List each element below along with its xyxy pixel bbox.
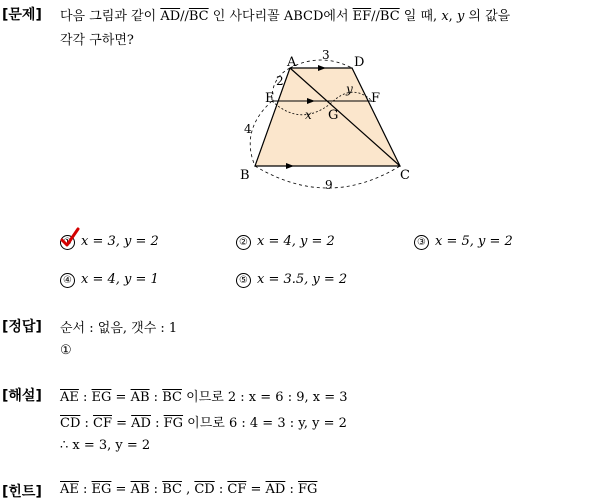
hint-label: [힌트] <box>2 484 42 500</box>
explanation-line-2: $\overline{CD}$ : $\overline{CF} = \overline{AD}$ : $\overline{FG}$ 이므로 6 : 4 = 3 : y, y = 2 <box>60 416 347 431</box>
measure-y: y <box>346 82 353 96</box>
option-1[interactable]: ① x = 3, y = 2 <box>60 234 159 250</box>
point-B: B <box>240 168 250 183</box>
measure-BC: 9 <box>325 178 333 192</box>
point-C: C <box>400 168 410 183</box>
measure-EB: 4 <box>244 122 252 136</box>
explanation-label: [해설] <box>2 388 42 404</box>
check-icon <box>60 226 80 248</box>
trapezoid-figure <box>230 48 420 193</box>
measure-AE: 2 <box>276 74 284 88</box>
measure-AD: 3 <box>322 48 330 62</box>
option-3[interactable]: ③ x = 5, y = 2 <box>414 234 513 250</box>
answer-label: [정답] <box>2 319 42 335</box>
point-A: A <box>287 55 297 70</box>
problem-label: [문제] <box>2 7 42 23</box>
point-D: D <box>354 55 365 70</box>
answer-line-1: 순서 : 없음, 갯수 : 1 <box>60 321 178 336</box>
hint-line: $\overline{AE}$ : $\overline{EG} = \overline{AB}$ : $\overline{BC}$ , $\overline{CD}$ : $\overline{CF} = \overline{AD}$ : $\overline{FG}$ <box>60 482 318 497</box>
explanation-line-1: $\overline{AE}$ : $\overline{EG} = \overline{AB}$ : $\overline{BC}$ 이므로 2 : x = 6 : 9, x = 3 <box>60 390 348 405</box>
explanation-line-3: ∴ x = 3, y = 2 <box>60 438 151 453</box>
problem-line-2: 각각 구하면? <box>60 33 134 48</box>
option-2[interactable]: ② x = 4, y = 2 <box>236 234 335 250</box>
answer-line-2: ① <box>60 343 72 358</box>
point-G: G <box>328 108 339 123</box>
point-E: E <box>265 91 275 106</box>
problem-line-1: 다음 그림과 같이 $\overline{AD}//\overline{BC}$ 인 사다리꼴 ABCD에서 $\overline{EF}//\overline{BC}$ 일 때, x, y 의 값을 <box>60 9 511 24</box>
point-F: F <box>371 91 381 106</box>
option-4[interactable]: ④ x = 4, y = 1 <box>60 272 159 288</box>
measure-x: x <box>305 108 312 122</box>
option-5[interactable]: ⑤ x = 3.5, y = 2 <box>236 272 347 288</box>
